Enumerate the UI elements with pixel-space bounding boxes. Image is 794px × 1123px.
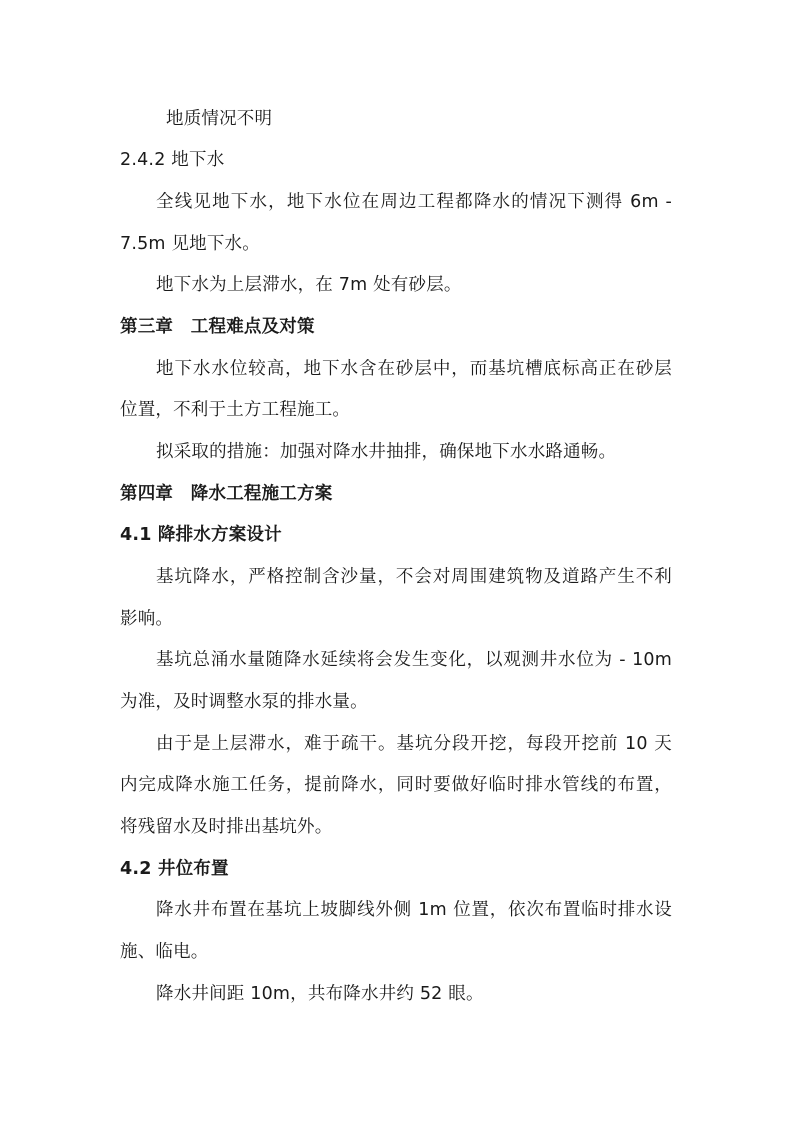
paragraph-line: 基坑降水，严格控制含沙量，不会对周围建筑物及道路产生不利 [156, 567, 672, 587]
section-heading-4-2: 4.2 井位布置 [120, 859, 229, 879]
chapter-heading-4: 第四章 降水工程施工方案 [120, 484, 333, 504]
paragraph-line: 由于是上层滞水，难于疏干。基坑分段开挖，每段开挖前 10 天 [156, 734, 672, 754]
paragraph-line: 拟采取的措施：加强对降水井抽排，确保地下水水路通畅。 [156, 442, 617, 462]
paragraph-line: 7.5m 见地下水。 [120, 234, 260, 254]
paragraph-line: 基坑总涌水量随降水延续将会发生变化，以观测井水位为 - 10m [156, 650, 672, 670]
paragraph-line: 内完成降水施工任务，提前降水，同时要做好临时排水管线的布置， [120, 775, 672, 795]
paragraph-line: 施、临电。 [120, 942, 209, 962]
section-heading-2-4-2: 2.4.2 地下水 [120, 150, 225, 170]
paragraph-line: 降水井间距 10m，共布降水井约 52 眼。 [156, 984, 484, 1004]
paragraph-line: 地质情况不明 [166, 109, 273, 129]
paragraph-line: 降水井布置在基坑上坡脚线外侧 1m 位置，依次布置临时排水设 [156, 900, 672, 920]
paragraph-line: 将残留水及时排出基坑外。 [120, 817, 333, 837]
paragraph-line: 影响。 [120, 609, 174, 629]
paragraph-line: 地下水为上层滞水，在 7m 处有砂层。 [156, 275, 462, 295]
paragraph-line: 地下水水位较高，地下水含在砂层中，而基坑槽底标高正在砂层 [156, 359, 672, 379]
chapter-heading-3: 第三章 工程难点及对策 [120, 317, 315, 337]
section-heading-4-1: 4.1 降排水方案设计 [120, 525, 282, 545]
paragraph-line: 全线见地下水，地下水位在周边工程都降水的情况下测得 6m - [156, 192, 672, 212]
paragraph-line: 为准，及时调整水泵的排水量。 [120, 692, 368, 712]
paragraph-line: 位置，不利于土方工程施工。 [120, 400, 351, 420]
